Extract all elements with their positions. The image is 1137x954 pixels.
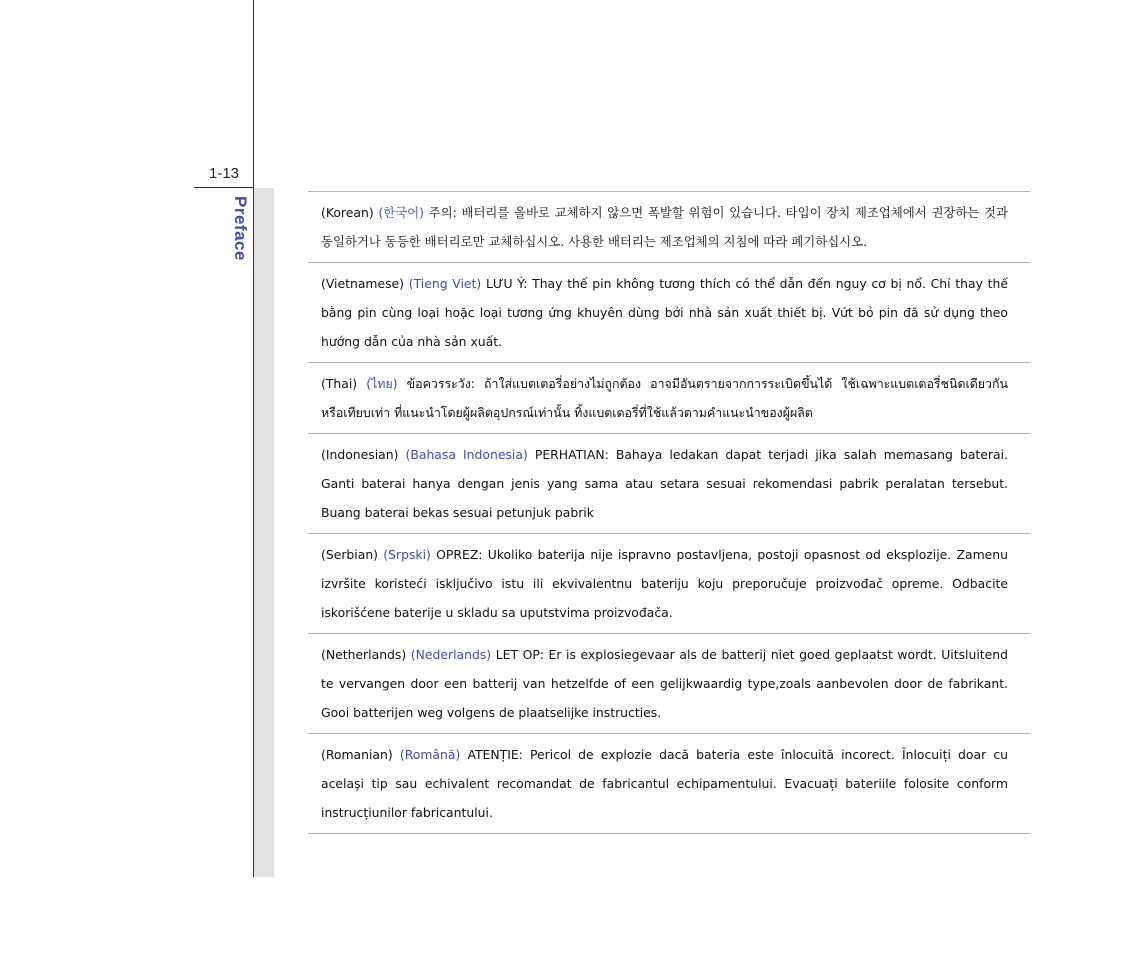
native-language-name: (Tieng Viet) — [408, 276, 482, 291]
warning-list — [308, 191, 1030, 834]
warning-text: OPREZ: Ukoliko baterija nije ispravno postavljena, postoji opasnost od eksplozije. Zamenu izvršite koristeći isključivo istu ili ekvivalentnu bateriju koju preporučuje proizvođač opreme. Odbacite iskorišćene baterije u skladu sa uputstvima proizvođača. — [321, 547, 1008, 620]
warning-text: ATENȚIE: Pericol de explozie dacă bateria este înlocuită incorect. Înlocuiți doar cu acelaşi tip sau echivalent recomandat de fabricantul echipamentului. Evacuați bateriile folosite conform instrucțiunilor fabricantului. — [321, 747, 1008, 820]
language-name: (Netherlands) — [321, 647, 407, 662]
native-language-name: (Nederlands) — [410, 647, 492, 662]
warning-text: LƯU Ý: Thay thế pin không tương thích có thể dẫn đến nguy cơ bị nổ. Chỉ thay thế bằng pin cùng loại hoặc loại tương ứng khuyên dùng bởi nhà sản xuất thiết bị. Vứt bỏ pin đã sử dụng theo hướng dẫn của nhà sản xuất. — [321, 276, 1008, 349]
native-language-name: (ไทย) — [366, 376, 398, 391]
language-name: (Romanian) — [321, 747, 393, 762]
native-language-name: (Română) — [399, 747, 461, 762]
entry-thai — [308, 363, 1030, 434]
language-name: (Serbian) — [321, 547, 379, 562]
warning-text: PERHATIAN: Bahaya ledakan dapat terjadi jika salah memasang baterai. Ganti baterai hanya dengan jenis yang sama atau setara sesuai rekomendasi pabrik peralatan tersebut. Buang baterai bekas sesuai petunjuk pabrik — [321, 447, 1008, 520]
native-language-name: (Bahasa Indonesia) — [405, 447, 528, 462]
language-name: (Thai) — [321, 376, 358, 391]
entry-serbian — [308, 534, 1030, 634]
warning-text: LET OP: Er is explosiegevaar als de batterij niet goed geplaatst wordt. Uitsluitend te vervangen door een batterij van hetzelfde of een gelijkwaardig type,zoals aanbevolen door de fabrikant. Gooi batterijen weg volgens de plaatselijke instructies. — [321, 647, 1008, 720]
section-label: Preface — [231, 196, 250, 261]
entry-vietnamese — [308, 263, 1030, 363]
page-number: 1-13 — [209, 165, 240, 182]
native-language-name: (Srpski) — [383, 547, 431, 562]
language-name: (Korean) — [321, 205, 374, 220]
entry-romanian — [308, 734, 1030, 834]
page-number-rule — [194, 187, 254, 188]
margin-strip — [254, 188, 274, 877]
entry-korean — [308, 192, 1030, 263]
entry-netherlands — [308, 634, 1030, 734]
entry-indonesian — [308, 434, 1030, 534]
language-name: (Vietnamese) — [321, 276, 405, 291]
warning-text: ข้อควรระวัง: ถ้าใส่แบตเตอรี่อย่างไม่ถูกต้อง อาจมีอันตรายจากการระเบิดขึ้นได้ ใช้เฉพาะแบตเตอรี่ชนิดเดียวกัน หรือเทียบเท่า ที่แนะนำโดยผู้ผลิตอุปกรณ์เท่านั้น ทิ้งแบตเตอรี่ที่ใช้แล้วตามคำแนะนำของผู้ผลิต — [321, 376, 1008, 420]
native-language-name: (한국어) — [378, 205, 424, 220]
language-name: (Indonesian) — [321, 447, 399, 462]
warning-text: 주의: 배터리를 올바로 교체하지 않으면 폭발할 위험이 있습니다. 타입이 장치 제조업체에서 권장하는 것과 동일하거나 동등한 배터리로만 교체하십시오. 사용한 배터리는 제조업체의 지침에 따라 폐기하십시오. — [321, 205, 1008, 249]
